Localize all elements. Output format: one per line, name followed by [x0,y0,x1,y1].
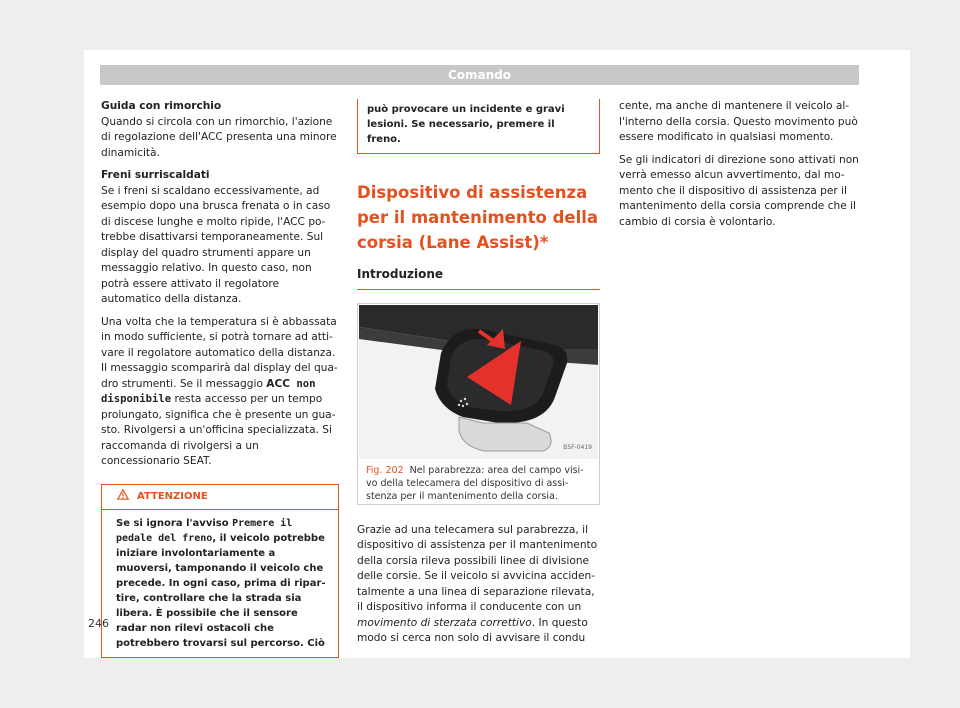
right-column [619,99,863,237]
paragraph-text: Una volta che la temperatura si è abbassata in modo sufficiente, si potrà tornare ad attivare il regolatore automatico della distanza. Il messaggio scomparirà dal display del quadro strumenti. Se il messaggio [101,315,338,390]
page-number: 246 [88,617,109,630]
italic-term: movimento di sterzata correttivo [357,616,532,629]
left-column [101,99,339,658]
warning-triangle-icon [117,489,129,505]
windshield-camera-image [359,305,598,459]
image-code: B5F-0419 [563,444,592,451]
figure-label: Fig. 202 [366,464,404,476]
warning-continuation: può provocare un incidente e gravi lesioni. Se necessario, premere il freno. [357,99,600,154]
lane-assist-paragraph [357,523,600,647]
header-bar [100,65,859,85]
right-paragraph-2: Se gli indicatori di direzione sono attivati non verrà emesso alcun avvertimento, dal momento che il dispositivo di assistenza per il mantenimento della corsia comprende che il cambio di corsia è volontario. [619,153,859,228]
paragraph-text-end: resta accesso per un tempo prolungato, significa che è presente un guasto. Rivolgersi a un'officina specializzata. Si raccomanda di rivolgersi a un concessionario SEAT. [101,393,336,467]
paragraph-acc-message [101,315,339,470]
section-title-trailer: Guida con rimorchio [101,100,222,112]
warning-mono-text: Premere il pedale del freno [116,517,293,544]
warning-label: ATTENZIONE [137,490,208,502]
section-heading: Dispositivo di assistenza per il mantenimento della corsia (Lane Assist)* [357,183,599,252]
figure [357,303,600,505]
warning-text-end: , il veicolo potrebbe iniziare involontariamente a muoversi, tamponando il veicolo che precede. In ogni caso, prima di ripartire, controllare che la strada sia libera. È possibile che il sensore radar non rilevi ostacoli che potrebbero trovarsi sul percorso. Ciò [116,532,326,649]
page-header-title: Comando [447,68,512,82]
message-mono-text: non disponibile [101,377,316,405]
right-paragraph-1: cente, ma anche di mantenere il veicolo all'interno della corsia. Questo movimento può essere modificato in qualsiasi momento. [619,100,858,143]
subheading: Introduzione [357,263,600,290]
paragraph-text-end: . In questo modo si cerca non solo di avvisare il condu [357,616,588,644]
acc-label: ACC [266,377,291,390]
section-title-brakes: Freni surriscaldati [101,169,210,181]
section-text-brakes: Se i freni si scaldano eccessivamente, ad esempio dopo una brusca frenata o in caso di discese lunghe e molto ripide, l'ACC potrebbe disattivarsi temporaneamente. Sul display del quadro strumenti appare un messaggio relativo. In questo caso, non potrà essere attivato il regolatore automatico della distanza. [101,184,331,305]
warning-header [102,485,338,510]
warning-text [102,510,338,657]
warning-box [101,484,339,658]
figure-caption-text: Nel parabrezza: area del campo visivo della telecamera del dispositivo di assistenza per il mantenimento della corsia. [366,464,584,502]
paragraph-text: Grazie ad una telecamera sul parabrezza, il dispositivo di assistenza per il mantenimento della corsia rileva possibili linee di divisione delle corsie. Se il veicolo si avvicina accidentalmente a una linea di separazione rilevata, il dispositivo informa il conducente con un [357,523,598,613]
middle-column [357,99,600,654]
warning-text-start: Se si ignora l'avviso [116,517,233,529]
section-text-trailer: Quando si circola con un rimorchio, l'azione di regolazione dell'ACC presenta una minore dinamicità. [101,115,337,159]
figure-caption [358,460,599,507]
